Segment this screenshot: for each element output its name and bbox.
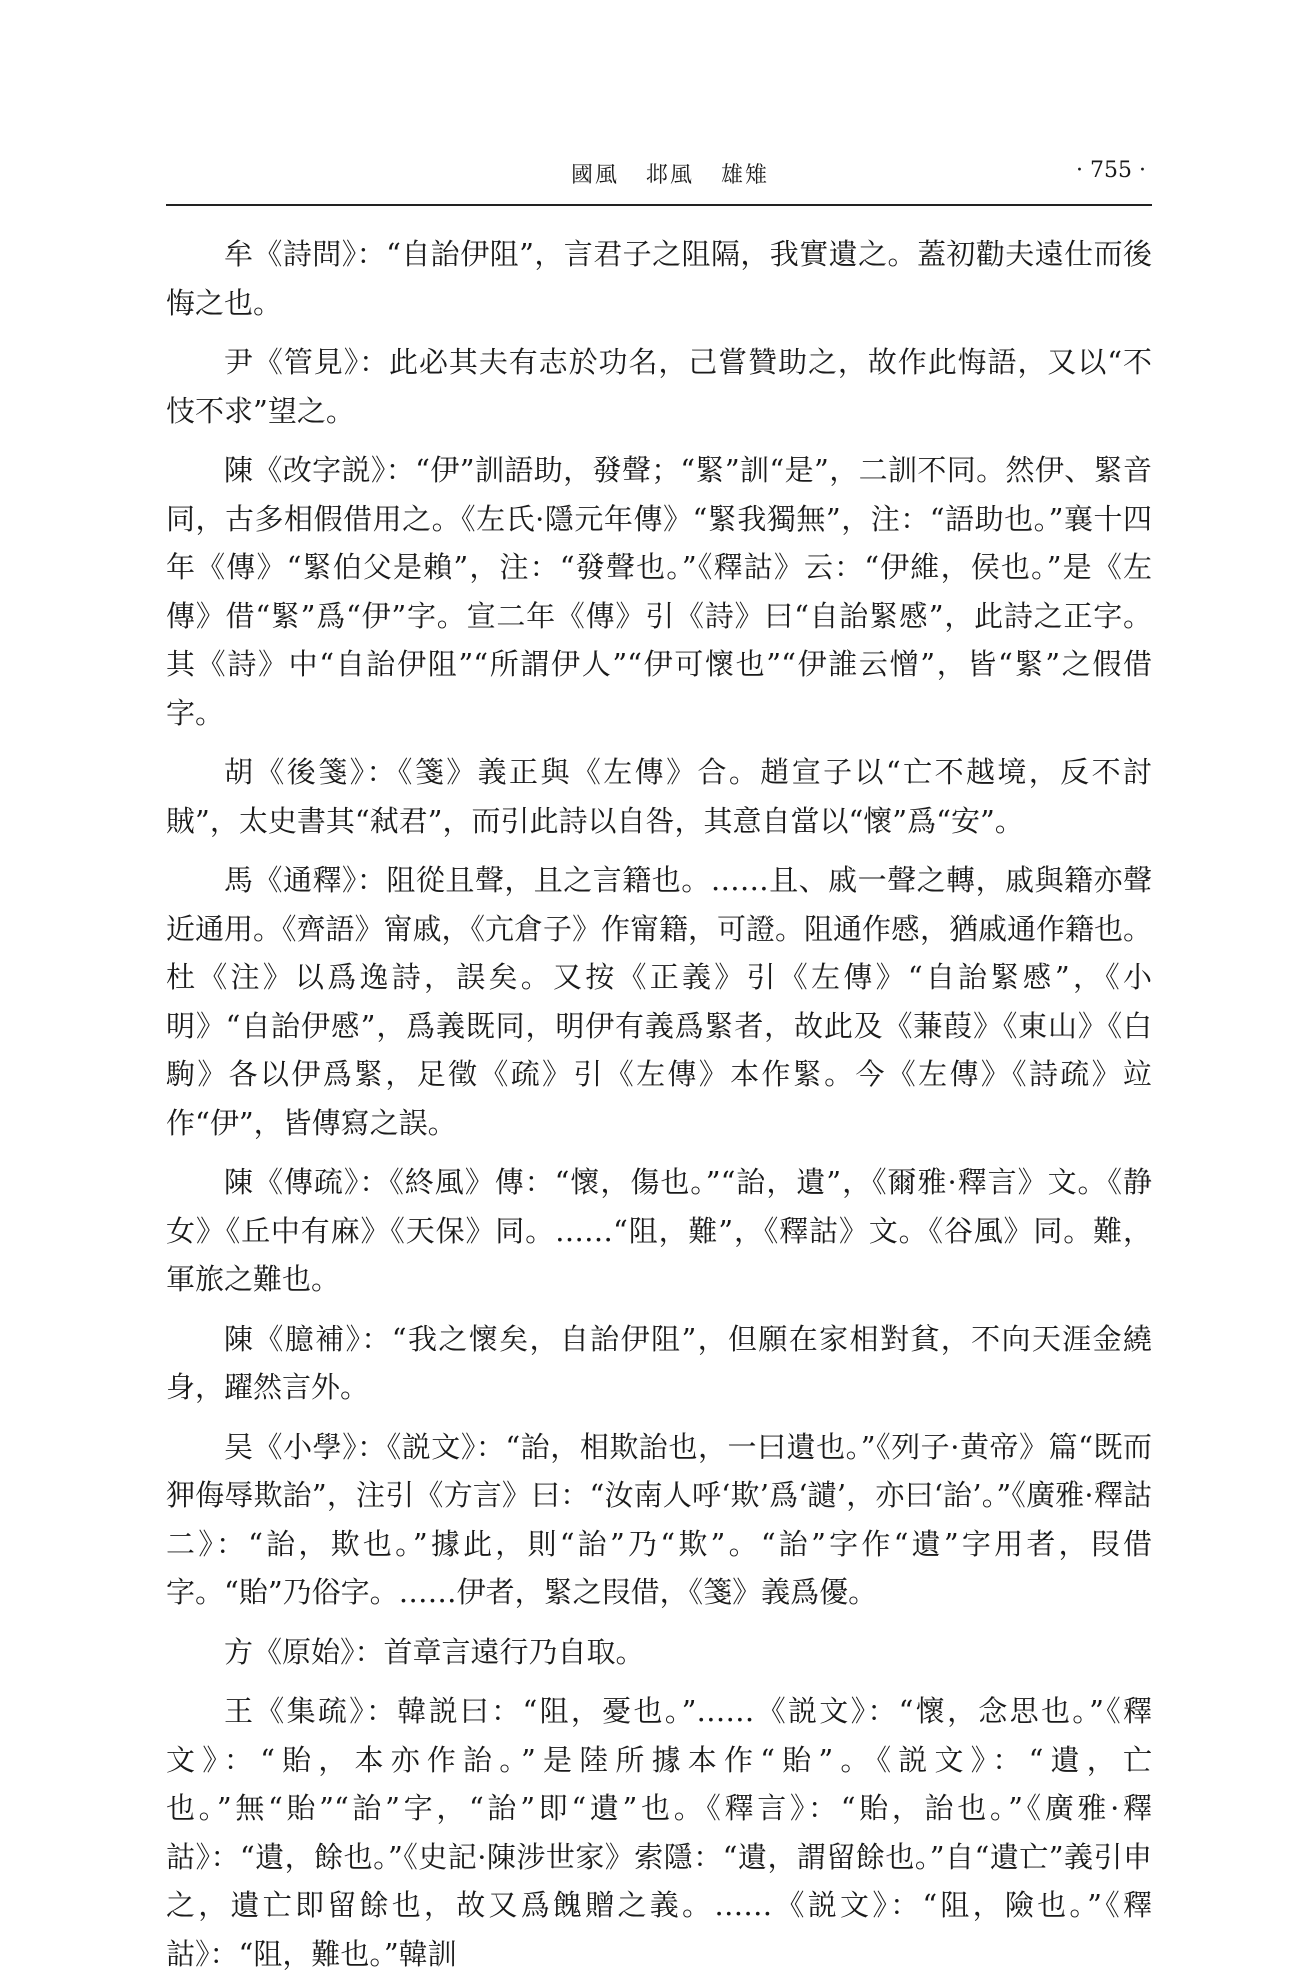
running-title-part: 國風 xyxy=(571,163,620,188)
paragraph: 陳《傳疏》：《終風》傳：“懷，傷也。”“詒，遺”，《爾雅·釋言》文。《静女》《丘中有麻》《天保》同。……“阻，難”，《釋詁》文。《谷風》同。難，軍旅之難也。 xyxy=(166,1165,1152,1296)
running-header xyxy=(166,158,1146,198)
page-number: · 755 · xyxy=(1076,158,1146,183)
header-rule xyxy=(166,204,1152,206)
running-title xyxy=(571,158,787,189)
paragraph: 陳《臆補》：“我之懷矣，自詒伊阻”，但願在家相對貧，不向天涯金繞身，躍然言外。 xyxy=(166,1321,1152,1404)
running-title-part: 邶風 xyxy=(646,163,695,188)
paragraph: 胡《後箋》：《箋》義正與《左傳》合。趙宣子以“亡不越境，反不討賊”，太史書其“弒君”，而引此詩以自咎，其意自當以“懷”爲“安”。 xyxy=(166,755,1152,838)
paragraph: 吴《小學》：《説文》：“詒，相欺詒也，一曰遺也。”《列子·黄帝》篇“既而狎侮辱欺詒”，注引《方言》曰：“汝南人呼‘欺’爲‘讉’，亦曰‘詒’。”《廣雅·釋詁二》：“詒，欺也。”據此，則“詒”乃“欺”。“詒”字作“遺”字用者，叚借字。“貽”乃俗字。……伊者，緊之叚借，《箋》義爲優。 xyxy=(166,1429,1152,1609)
paragraph: 王《集疏》：韓説曰：“阻，憂也。”……《説文》：“懷，念思也。”《釋文》：“貽，本亦作詒。”是陸所據本作“貽”。《説文》：“遺，亡也。”無“貽”“詒”字，“詒”即“遺”也。《釋言》：“貽，詒也。”《廣雅·釋詁》：“遺，餘也。”《史記·陳涉世家》索隱：“遺，謂留餘也。”自“遺亡”義引申之，遺亡即留餘也，故又爲餽贈之義。……《説文》：“阻，險也。”《釋詁》：“阻，難也。”韓訓 xyxy=(166,1694,1152,1971)
paragraph: 牟《詩問》：“自詒伊阻”，言君子之阻隔，我實遺之。蓋初勸夫遠仕而後悔之也。 xyxy=(166,237,1152,320)
paragraph: 尹《管見》：此必其夫有志於功名，己嘗贊助之，故作此悔語，又以“不忮不求”望之。 xyxy=(166,345,1152,428)
paragraph: 方《原始》：首章言遠行乃自取。 xyxy=(224,1634,645,1669)
paragraph: 陳《改字説》：“伊”訓語助，發聲；“緊”訓“是”，二訓不同。然伊、緊音同，古多相假借用之。《左氏·隱元年傳》“緊我獨無”，注：“語助也。”襄十四年《傳》“緊伯父是賴”，注：“發聲也。”《釋詁》云：“伊維，侯也。”是《左傳》借“緊”爲“伊”字。宣二年《傳》引《詩》曰“自詒緊慼”，此詩之正字。其《詩》中“自詒伊阻”“所謂伊人”“伊可懷也”“伊誰云憎”，皆“緊”之假借字。 xyxy=(166,453,1152,730)
paragraph: 馬《通釋》：阻從且聲，且之言籍也。……且、戚一聲之轉，戚與籍亦聲近通用。《齊語》甯戚，《亢倉子》作甯籍，可證。阻通作慼，猶戚通作籍也。杜《注》以爲逸詩，誤矣。又按《正義》引《左傳》“自詒緊慼”，《小明》“自詒伊慼”，爲義既同，明伊有義爲緊者，故此及《蒹葭》《東山》《白駒》各以伊爲緊，足徵《疏》引《左傳》本作緊。今《左傳》《詩疏》竝作“伊”，皆傳寫之誤。 xyxy=(166,863,1153,1140)
page-body xyxy=(166,230,1152,1978)
running-title-part: 雄雉 xyxy=(721,163,770,188)
